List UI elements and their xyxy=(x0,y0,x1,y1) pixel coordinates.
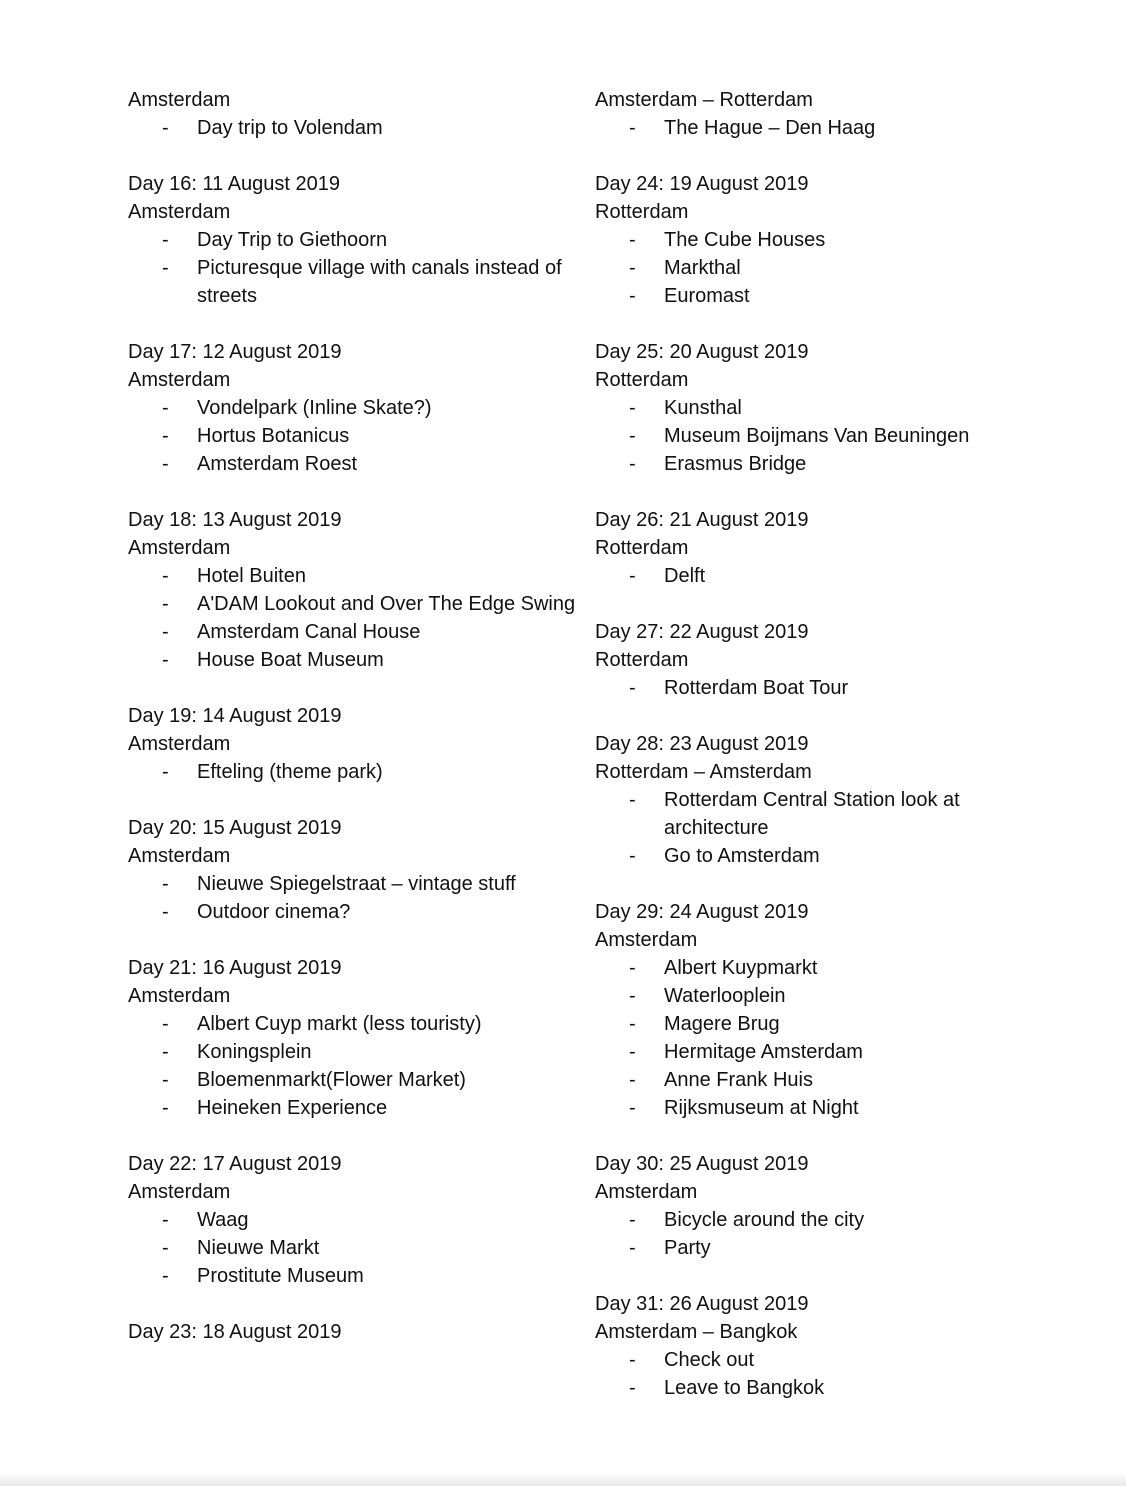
day-location: Amsterdam xyxy=(128,1181,231,1203)
activity-text: Nieuwe Markt xyxy=(197,1237,320,1259)
activity-item xyxy=(595,954,1015,982)
activity-item xyxy=(595,674,1015,702)
day-block xyxy=(128,506,578,674)
activity-list xyxy=(128,394,578,478)
dash-bullet: - xyxy=(162,901,169,923)
activity-item xyxy=(595,394,1015,422)
day-heading: Day 24: 19 August 2019 xyxy=(595,173,809,195)
dash-bullet: - xyxy=(629,1013,636,1035)
day-location: Amsterdam xyxy=(595,929,698,951)
activity-item xyxy=(128,646,578,674)
activity-item xyxy=(128,1206,578,1234)
day-block xyxy=(128,954,578,1122)
activity-item xyxy=(595,1206,1015,1234)
dash-bullet: - xyxy=(629,565,636,587)
activity-item xyxy=(128,1010,578,1038)
dash-bullet: - xyxy=(629,453,636,475)
day-block xyxy=(595,506,1015,590)
dash-bullet: - xyxy=(162,621,169,643)
dash-bullet: - xyxy=(629,397,636,419)
activity-item xyxy=(128,1262,578,1290)
dash-bullet: - xyxy=(629,257,636,279)
activity-list xyxy=(128,1010,578,1122)
activity-text: Waterlooplein xyxy=(664,985,786,1007)
dash-bullet: - xyxy=(629,117,636,139)
day-block xyxy=(595,1150,1015,1262)
dash-bullet: - xyxy=(162,453,169,475)
dash-bullet: - xyxy=(629,1377,636,1399)
activity-list xyxy=(128,870,578,926)
activity-item xyxy=(128,226,578,254)
activity-item xyxy=(595,786,1015,842)
dash-bullet: - xyxy=(162,229,169,251)
dash-bullet: - xyxy=(162,1097,169,1119)
dash-bullet: - xyxy=(629,1237,636,1259)
day-heading: Day 23: 18 August 2019 xyxy=(128,1321,342,1343)
day-location: Rotterdam xyxy=(595,649,689,671)
day-block xyxy=(595,86,1015,142)
activity-item xyxy=(128,450,578,478)
day-location: Amsterdam xyxy=(128,369,231,391)
day-block xyxy=(128,86,578,142)
day-heading: Day 26: 21 August 2019 xyxy=(595,509,809,531)
activity-item xyxy=(595,450,1015,478)
activity-list xyxy=(128,114,578,142)
dash-bullet: - xyxy=(629,985,636,1007)
activity-item xyxy=(595,1346,1015,1374)
dash-bullet: - xyxy=(162,1013,169,1035)
activity-text: Check out xyxy=(664,1349,755,1371)
activity-text: Euromast xyxy=(664,285,750,307)
activity-item xyxy=(595,1374,1015,1402)
activity-text: Rotterdam Boat Tour xyxy=(664,677,849,699)
day-location: Rotterdam xyxy=(595,537,689,559)
dash-bullet: - xyxy=(162,1041,169,1063)
activity-text: Koningsplein xyxy=(197,1041,312,1063)
activity-item xyxy=(595,1234,1015,1262)
activity-item xyxy=(128,394,578,422)
dash-bullet: - xyxy=(629,1349,636,1371)
day-block xyxy=(128,1150,578,1290)
activity-item xyxy=(595,1010,1015,1038)
dash-bullet: - xyxy=(162,257,169,279)
dash-bullet: - xyxy=(162,1069,169,1091)
activity-list xyxy=(595,114,1015,142)
dash-bullet: - xyxy=(162,593,169,615)
day-block xyxy=(128,702,578,786)
activity-text: Anne Frank Huis xyxy=(664,1069,813,1091)
activity-list xyxy=(128,1206,578,1290)
day-location: Amsterdam xyxy=(128,89,231,111)
dash-bullet: - xyxy=(162,1209,169,1231)
day-location: Amsterdam – Rotterdam xyxy=(595,89,813,111)
activity-item xyxy=(595,562,1015,590)
day-heading: Day 29: 24 August 2019 xyxy=(595,901,809,923)
activity-text: Leave to Bangkok xyxy=(664,1377,825,1399)
activity-text: Albert Cuyp markt (less touristy) xyxy=(197,1013,482,1035)
activity-text: The Hague – Den Haag xyxy=(664,117,876,139)
activity-item xyxy=(595,114,1015,142)
activity-list xyxy=(595,1206,1015,1262)
day-heading: Day 25: 20 August 2019 xyxy=(595,341,809,363)
dash-bullet: - xyxy=(629,229,636,251)
day-location: Amsterdam xyxy=(128,845,231,867)
dash-bullet: - xyxy=(629,425,636,447)
activity-item xyxy=(595,1066,1015,1094)
activity-list xyxy=(595,562,1015,590)
activity-text: Heineken Experience xyxy=(197,1097,388,1119)
day-location: Amsterdam – Bangkok xyxy=(595,1321,798,1343)
dash-bullet: - xyxy=(162,425,169,447)
activity-text: Hotel Buiten xyxy=(197,565,306,587)
activity-item xyxy=(595,842,1015,870)
activity-text: Rijksmuseum at Night xyxy=(664,1097,859,1119)
day-heading: Day 16: 11 August 2019 xyxy=(128,173,341,195)
activity-text: The Cube Houses xyxy=(664,229,826,251)
activity-item xyxy=(128,898,578,926)
activity-text: Picturesque village with canals instead of streets xyxy=(197,257,562,307)
activity-item xyxy=(595,254,1015,282)
activity-list xyxy=(595,1346,1015,1402)
page-bottom-shadow xyxy=(0,1472,1126,1486)
day-block xyxy=(595,618,1015,702)
activity-text: Outdoor cinema? xyxy=(197,901,351,923)
dash-bullet: - xyxy=(629,845,636,867)
activity-item xyxy=(128,254,578,310)
day-block xyxy=(595,730,1015,870)
left-column xyxy=(128,86,578,1374)
dash-bullet: - xyxy=(629,677,636,699)
activity-text: Day Trip to Giethoorn xyxy=(197,229,388,251)
activity-text: Museum Boijmans Van Beuningen xyxy=(664,425,970,447)
activity-item xyxy=(128,1066,578,1094)
day-heading: Day 17: 12 August 2019 xyxy=(128,341,342,363)
activity-text: Erasmus Bridge xyxy=(664,453,807,475)
day-location: Amsterdam xyxy=(128,537,231,559)
activity-list xyxy=(128,562,578,674)
activity-text: Delft xyxy=(664,565,706,587)
day-heading: Day 22: 17 August 2019 xyxy=(128,1153,342,1175)
day-heading: Day 21: 16 August 2019 xyxy=(128,957,342,979)
day-heading: Day 18: 13 August 2019 xyxy=(128,509,342,531)
activity-text: Rotterdam Central Station look at architecture xyxy=(664,789,960,839)
activity-item xyxy=(595,226,1015,254)
activity-list xyxy=(595,226,1015,310)
activity-text: Day trip to Volendam xyxy=(197,117,383,139)
day-location: Rotterdam xyxy=(595,369,689,391)
activity-text: Hermitage Amsterdam xyxy=(664,1041,863,1063)
day-heading: Day 31: 26 August 2019 xyxy=(595,1293,809,1315)
activity-item xyxy=(128,1234,578,1262)
day-block xyxy=(595,898,1015,1122)
day-heading: Day 19: 14 August 2019 xyxy=(128,705,342,727)
activity-text: Bicycle around the city xyxy=(664,1209,865,1231)
day-location: Amsterdam xyxy=(595,1181,698,1203)
dash-bullet: - xyxy=(629,1041,636,1063)
dash-bullet: - xyxy=(629,1097,636,1119)
day-location: Rotterdam xyxy=(595,201,689,223)
activity-list xyxy=(595,786,1015,870)
activity-text: Efteling (theme park) xyxy=(197,761,383,783)
activity-list xyxy=(128,226,578,310)
dash-bullet: - xyxy=(162,117,169,139)
day-heading: Day 20: 15 August 2019 xyxy=(128,817,342,839)
activity-text: Prostitute Museum xyxy=(197,1265,364,1287)
activity-text: House Boat Museum xyxy=(197,649,384,671)
activity-item xyxy=(128,114,578,142)
day-block xyxy=(128,814,578,926)
dash-bullet: - xyxy=(629,789,636,811)
activity-text: Magere Brug xyxy=(664,1013,780,1035)
activity-text: Waag xyxy=(197,1209,249,1231)
activity-text: Albert Kuypmarkt xyxy=(664,957,818,979)
dash-bullet: - xyxy=(629,285,636,307)
activity-list xyxy=(595,954,1015,1122)
activity-text: Markthal xyxy=(664,257,741,279)
dash-bullet: - xyxy=(162,397,169,419)
day-heading: Day 30: 25 August 2019 xyxy=(595,1153,809,1175)
activity-text: Vondelpark (Inline Skate?) xyxy=(197,397,432,419)
activity-text: A'DAM Lookout and Over The Edge Swing xyxy=(197,593,576,615)
activity-item xyxy=(595,1038,1015,1066)
activity-text: Party xyxy=(664,1237,711,1259)
activity-text: Amsterdam Roest xyxy=(197,453,358,475)
activity-item xyxy=(128,1038,578,1066)
activity-text: Hortus Botanicus xyxy=(197,425,350,447)
activity-item xyxy=(595,1094,1015,1122)
day-location: Rotterdam – Amsterdam xyxy=(595,761,812,783)
activity-list xyxy=(595,394,1015,478)
activity-text: Amsterdam Canal House xyxy=(197,621,421,643)
day-location: Amsterdam xyxy=(128,985,231,1007)
right-column xyxy=(595,86,1015,1430)
activity-item xyxy=(128,618,578,646)
activity-item xyxy=(128,422,578,450)
dash-bullet: - xyxy=(629,1069,636,1091)
dash-bullet: - xyxy=(162,1265,169,1287)
activity-item xyxy=(128,590,578,618)
day-block xyxy=(128,170,578,310)
day-heading: Day 27: 22 August 2019 xyxy=(595,621,809,643)
dash-bullet: - xyxy=(629,957,636,979)
activity-item xyxy=(128,562,578,590)
day-block xyxy=(595,170,1015,310)
activity-text: Go to Amsterdam xyxy=(664,845,820,867)
dash-bullet: - xyxy=(162,761,169,783)
day-location: Amsterdam xyxy=(128,201,231,223)
activity-list xyxy=(128,758,578,786)
activity-item xyxy=(595,982,1015,1010)
day-block xyxy=(128,1318,578,1346)
activity-text: Bloemenmarkt(Flower Market) xyxy=(197,1069,466,1091)
dash-bullet: - xyxy=(162,1237,169,1259)
day-block xyxy=(595,338,1015,478)
dash-bullet: - xyxy=(162,565,169,587)
dash-bullet: - xyxy=(629,1209,636,1231)
activity-item xyxy=(128,758,578,786)
activity-item xyxy=(128,870,578,898)
activity-item xyxy=(128,1094,578,1122)
dash-bullet: - xyxy=(162,649,169,671)
dash-bullet: - xyxy=(162,873,169,895)
day-block xyxy=(595,1290,1015,1402)
activity-text: Nieuwe Spiegelstraat – vintage stuff xyxy=(197,873,516,895)
day-heading: Day 28: 23 August 2019 xyxy=(595,733,809,755)
activity-text: Kunsthal xyxy=(664,397,742,419)
day-block xyxy=(128,338,578,478)
activity-item xyxy=(595,282,1015,310)
activity-list xyxy=(595,674,1015,702)
day-location: Amsterdam xyxy=(128,733,231,755)
activity-item xyxy=(595,422,1015,450)
